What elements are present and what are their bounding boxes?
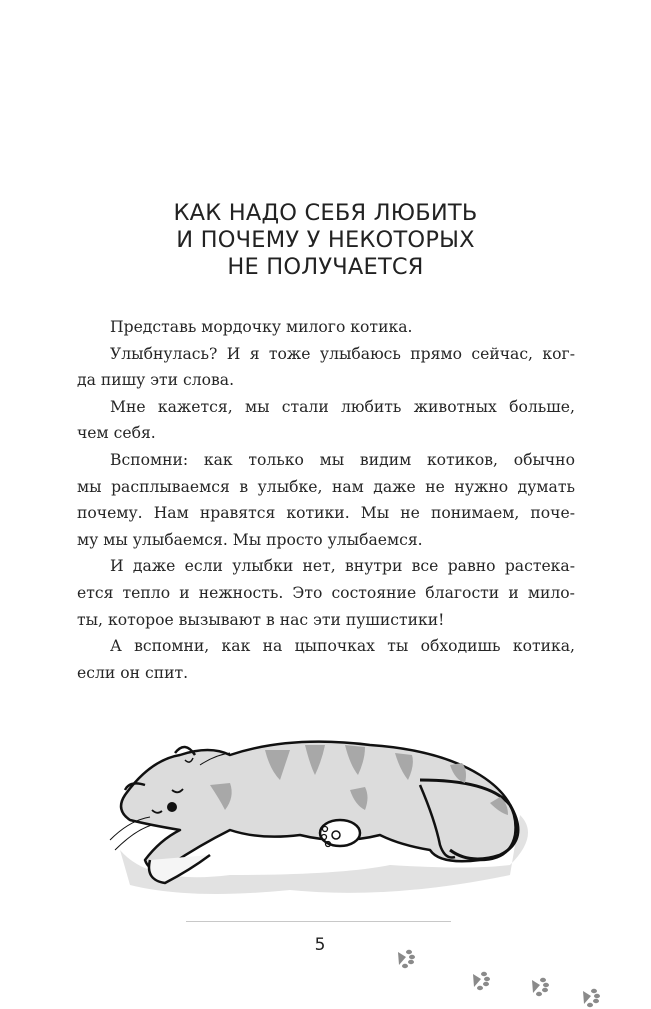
paw-print-icon bbox=[470, 970, 492, 992]
text-line: Представь мордочку милого котика. bbox=[110, 318, 413, 336]
text-line: ты, которое вызывают в нас эти пушистики! bbox=[77, 610, 445, 629]
text-line: чем себя. bbox=[77, 424, 156, 443]
text-line: мы расплываемся в улыбке, нам даже не нужно думать bbox=[77, 477, 575, 496]
chapter-title-line-3: НЕ ПОЛУЧАЕТСЯ bbox=[227, 254, 424, 280]
paw-print-icon bbox=[529, 976, 551, 998]
text-line: Вспомни: как только мы видим котиков, обычно bbox=[110, 450, 575, 469]
chapter-title-line-2: И ПОЧЕМУ У НЕКОТОРЫХ bbox=[176, 227, 475, 253]
text-line: почему. Нам нравятся котики. Мы не понимаем, поче- bbox=[77, 504, 575, 523]
body-text bbox=[77, 314, 575, 686]
paw-print-icon bbox=[395, 948, 417, 970]
text-line: да пишу эти слова. bbox=[77, 371, 235, 390]
sleeping-cat-illustration bbox=[90, 725, 550, 925]
paw-print-icon bbox=[580, 987, 602, 1009]
footer-divider bbox=[186, 921, 451, 922]
text-line: Улыбнулась? И я тоже улыбаюсь прямо сейчас, ког- bbox=[110, 344, 575, 363]
chapter-title-line-1: КАК НАДО СЕБЯ ЛЮБИТЬ bbox=[173, 200, 478, 226]
text-line: ется тепло и нежность. Это состояние благости и мило- bbox=[77, 583, 575, 602]
text-line: му мы улыбаемся. Мы просто улыбаемся. bbox=[77, 530, 423, 549]
text-line: Мне кажется, мы стали любить животных больше, bbox=[110, 397, 575, 416]
text-line: А вспомни, как на цыпочках ты обходишь котика, bbox=[110, 637, 575, 656]
text-line: И даже если улыбки нет, внутри все равно растека- bbox=[110, 557, 575, 576]
text-line: если он спит. bbox=[77, 663, 189, 682]
chapter-title bbox=[0, 200, 651, 281]
page-number: 5 bbox=[314, 935, 326, 955]
